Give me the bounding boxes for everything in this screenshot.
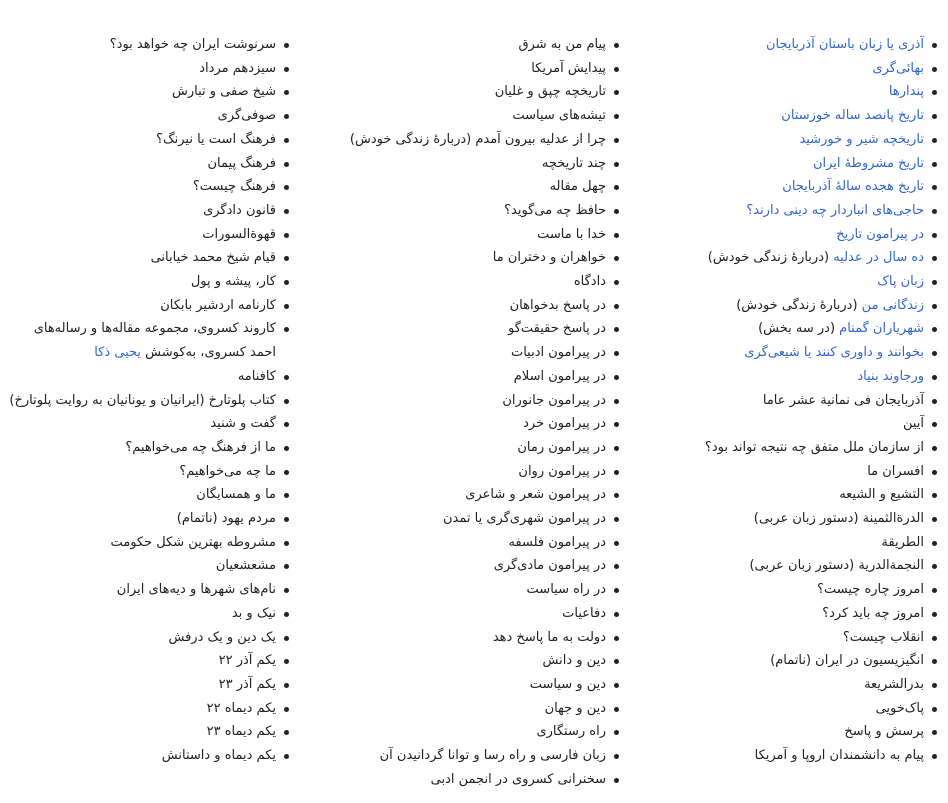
list-item [8,626,292,650]
book-title: دولت به ما پاسخ دهد [492,629,606,645]
book-title: فرهنگ پیمان [207,155,276,171]
book-title: در پیرامون روان [518,463,606,479]
book-title: قهوة‌السورات [202,226,276,242]
list-item [622,128,940,152]
book-link[interactable]: ورجاوند بنیاد [857,368,924,384]
book-title: التشیع و الشیعه [839,487,924,503]
list-item [8,744,292,768]
list-item [622,436,940,460]
list-item [8,270,292,294]
list-item [8,673,292,697]
list-item [8,80,292,104]
book-title: یکم آذر ۲۲ [218,653,276,669]
list-item [622,80,940,104]
book-list [8,33,940,803]
list-item [622,294,940,318]
book-title: گفت و شنید [210,416,276,432]
book-link[interactable]: شهریاران گمنام [839,321,924,337]
book-title: خدا با ماست [537,226,606,242]
book-title: یکم آذر ۲۳ [218,676,276,692]
book-title: امروز چه باید کرد؟ [822,605,924,621]
book-title: مردم یهود (ناتمام) [176,511,276,527]
list-item [292,697,622,721]
list-item [622,246,940,270]
list-item [622,270,940,294]
book-title: چرا از عدلیه بیرون آمدم (دربارهٔ زندگی خودش) [349,131,606,147]
list-item [8,246,292,270]
book-title: پیام من به شرق [518,37,606,52]
list-item [292,152,622,176]
book-title: خواهران و دختران ما [492,250,606,266]
list-item [8,697,292,721]
list-item [8,531,292,555]
list-item [8,294,292,318]
list-item [622,507,940,531]
book-title: کافنامه [237,368,276,384]
book-title: پرسش و پاسخ [844,724,924,740]
list-item [292,744,622,768]
book-list-1 [622,33,940,768]
book-title: فرهنگ چیست؟ [192,179,276,195]
list-item [292,365,622,389]
book-link[interactable]: در پیرامون تاریخ [836,226,924,242]
list-item [292,649,622,673]
book-title: پیدایش آمریکا [531,60,606,76]
list-item [292,33,622,57]
book-title: کارنامه اردشیر بابکان [160,297,276,313]
book-title: مشروطه بهترین شکل حکومت [110,534,276,550]
list-item [622,57,940,81]
book-title: انگیزیسیون در ایران (ناتمام) [770,653,924,669]
list-item [622,697,940,721]
list-item [292,673,622,697]
book-link[interactable]: ده سال در عدلیه [833,250,924,266]
book-title: یک دین و یک درفش [168,629,276,645]
list-item [292,175,622,199]
list-item [8,223,292,247]
book-title: الطریقة [881,534,924,550]
list-item [292,104,622,128]
book-title: چند تاریخچه [541,155,606,171]
list-item [622,554,940,578]
list-column-1 [622,33,940,803]
book-title: از سازمان ملل متفق چه نتیجه تواند بود؟ [704,439,924,455]
book-title: ما از فرهنگ چه می‌خواهیم؟ [125,439,276,455]
book-title: الدرةالثمینة (دستور زبان عربی) [753,511,924,527]
list-item [622,104,940,128]
book-title: مشعشعیان [215,558,276,574]
list-item [8,720,292,744]
list-item [292,626,622,650]
list-item-suffix: (دربارهٔ زندگی خودش) [736,297,862,313]
book-title: در پیرامون فلسفه [508,534,606,550]
list-item [8,175,292,199]
list-item [8,460,292,484]
book-title: در پاسخ حقیقت‌گو [508,321,606,337]
list-item [292,128,622,152]
list-item [8,365,292,389]
list-item [8,57,292,81]
list-item [622,744,940,768]
list-item [622,365,940,389]
list-item [292,270,622,294]
book-title: قانون دادگری [203,202,276,218]
book-title: آیین [902,416,924,432]
book-title: سخنرانی کسروی در انجمن ادبی [430,771,606,787]
list-item [292,531,622,555]
book-title: در پیرامون خرد [523,416,606,432]
book-title: ما چه می‌خواهیم؟ [179,463,276,479]
book-title: دین و دانش [542,653,606,669]
book-title: ما و همسایگان [196,487,276,503]
book-title: یکم دیماه ۲۲ [206,700,276,716]
book-title: در پیرامون جانوران [502,392,606,408]
book-link[interactable]: زبان پاک [877,274,924,290]
list-item [622,531,940,555]
book-title: دادگاه [573,274,606,290]
book-title: شیخ صفی و تبارش [172,84,276,100]
list-item [8,483,292,507]
list-item [292,199,622,223]
list-item-text: کاروند کسروی، مجموعه مقاله‌ها و رساله‌های احمد کسروی، به‌کوشش [33,321,276,361]
book-title: قیام شیخ محمد خیابانی [150,250,276,266]
list-item [292,294,622,318]
list-item [622,602,940,626]
book-title: تیشه‌های سیاست [512,108,606,124]
list-item [622,175,940,199]
book-title: صوفی‌گری [217,108,276,124]
book-title: دین و سیاست [529,676,606,692]
list-item [292,389,622,413]
book-link[interactable]: تاریخ هجده سالهٔ آذربایجان [782,179,924,195]
list-item [292,317,622,341]
list-item [8,128,292,152]
book-title: در پیرامون اسلام [513,368,606,384]
list-item [292,436,622,460]
list-item [292,602,622,626]
list-column-3 [8,33,292,803]
list-item [292,246,622,270]
book-title: انقلاب چیست؟ [842,629,924,645]
book-title: بدرالشریعة [864,676,924,692]
list-item [622,673,940,697]
list-item [622,412,940,436]
book-title: آذربایجان فی نمانیة عشر عاما [762,392,924,408]
book-title: در پیرامون ادبیات [510,345,606,361]
book-title: در پیرامون مادی‌گری [493,558,606,574]
list-item [292,80,622,104]
list-item [8,104,292,128]
book-link[interactable]: تاریخ پانصد ساله خوزستان [781,108,924,124]
book-title: در پیرامون شهری‌گری یا تمدن [442,511,606,527]
list-item [292,507,622,531]
list-item [292,483,622,507]
list-item [292,554,622,578]
book-title: نیک و بد [231,605,276,621]
list-item [622,389,940,413]
book-title: امروز چاره چیست؟ [817,582,924,598]
book-link[interactable]: زندگانی من [861,297,924,313]
list-item [622,649,940,673]
book-title: یکم دیماه ۲۳ [206,724,276,740]
list-item [622,341,940,365]
book-title: سیزدهم مرداد [199,60,276,76]
book-link[interactable]: تاریخچه شیر و خورشید [799,131,924,147]
book-title: پیام به دانشمندان اروپا و آمریکا [754,748,924,764]
list-item [8,554,292,578]
list-item [8,436,292,460]
list-item-suffix: (دربارهٔ زندگی خودش) [707,250,834,266]
book-link[interactable]: بخوانند و داوری کنند یا شیعی‌گری [744,345,924,361]
book-title: راه رستگاری [536,724,606,740]
list-item [8,412,292,436]
list-item [292,223,622,247]
list-column-2 [292,33,622,803]
book-title: در پاسخ بدخواهان [509,297,606,313]
list-item [8,152,292,176]
book-title: تاریخچه چپق و غلیان [494,84,606,100]
book-title: در پیرامون شعر و شاعری [465,487,606,503]
list-item [622,223,940,247]
book-title: چهل مقاله [549,179,606,195]
book-title: در راه سیاست [526,582,606,598]
list-item [622,626,940,650]
list-item [622,199,940,223]
list-item [292,412,622,436]
list-item [622,483,940,507]
book-title: دفاعیات [562,605,606,621]
list-item [8,317,292,364]
book-title: کتاب پلوتارخ (ایرانیان و یونانیان به روایت پلوتارخ) [9,392,276,408]
book-title: زبان فارسی و راه رسا و توانا گردانیدن آن [379,748,606,764]
book-title: افسران ما [867,463,924,479]
book-title: نام‌های شهرها و دیه‌های ایران [116,582,276,598]
list-item [8,649,292,673]
list-item [622,720,940,744]
list-item-suffix: (در سه بخش) [758,321,840,337]
author-link[interactable]: یحیی ذکا [94,345,142,361]
book-title: پاک‌خویی [875,700,924,716]
list-item [622,317,940,341]
book-list-2 [292,33,622,792]
book-title: فرهنگ است یا نیرنگ؟ [156,131,276,147]
list-item [622,460,940,484]
list-item [292,578,622,602]
book-list-3 [8,33,292,768]
list-item [8,507,292,531]
book-title: در پیرامون رمان [517,439,606,455]
list-item [292,460,622,484]
book-title: حافظ چه می‌گوید؟ [504,202,606,218]
book-link[interactable]: بهائی‌گری [872,60,924,76]
list-item [8,33,292,57]
list-item [622,578,940,602]
list-item [292,341,622,365]
list-item [8,389,292,413]
list-item [292,57,622,81]
list-item [292,768,622,792]
book-title: دین و جهان [544,700,606,716]
list-item [8,578,292,602]
book-title: النجمةالدریة (دستور زبان عربی) [749,558,924,574]
list-item [622,33,940,57]
book-link[interactable]: آذری یا زبان باستان آذربایجان [765,37,924,52]
book-link[interactable]: حاجی‌های انباردار چه دینی دارند؟ [746,202,924,218]
book-title: یکم دیماه و داستانش [161,748,276,764]
list-item [8,199,292,223]
list-item [622,152,940,176]
book-link[interactable]: پندارها [888,84,924,100]
list-item [8,602,292,626]
book-link[interactable]: تاریخ مشروطهٔ ایران [812,155,924,171]
book-title: کار، پیشه و پول [190,274,276,290]
book-title: سرنوشت ایران چه خواهد بود؟ [109,37,276,52]
list-item [292,720,622,744]
